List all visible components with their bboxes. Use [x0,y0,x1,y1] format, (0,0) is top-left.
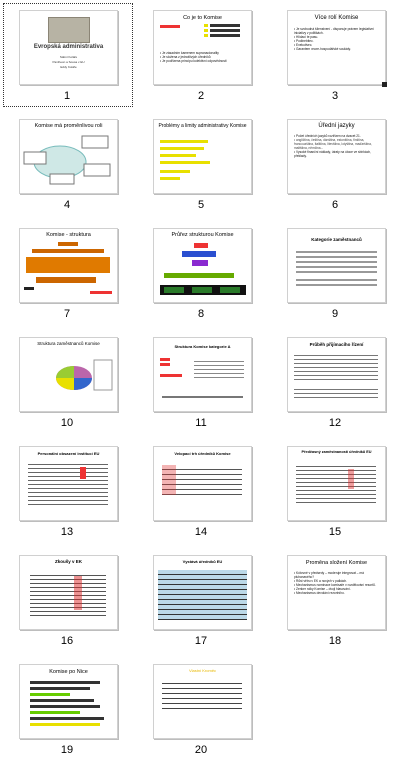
slide-preview: Vystává úředníků EU [153,555,252,630]
slide-preview: Personální obsazení institucí EU [19,446,118,521]
slide-preview: Velopací trh úředníků Komise [153,446,252,521]
slide-preview: Komise po Nice [19,664,118,739]
slide-thumbnail-10[interactable]: Struktura zaměstnanců Komise 10 [0,327,134,436]
slide-preview: Více rolí Komise • Je svobodná šílenstvení - disponuje právem legislativní iniciativy v politikách. • Hlídací te pasu. • Podlnebitec. • Exekutivec. • Garantem vnore-hospodářské soulády. [287,10,386,85]
slide-thumbnail-13[interactable]: Personální obsazení institucí EU 13 [0,436,134,545]
slide-thumbnail-16[interactable]: Zkoušy v EK 16 [0,545,134,654]
slide-preview: Předčasný zaměstnaností úředníků EU [287,446,386,521]
slide-preview: Vlastní Kroměc [153,664,252,739]
slide-thumbnail-3[interactable]: Více rolí Komise • Je svobodná šílenstvení - disponuje právem legislativní iniciativy v politikách. • Hlídací te pasu. • Podlnebitec. • Exekutivec. • Garantem vnore-hospodářské soulády. 3 [268,0,402,109]
slide-preview: Úřední jazyky • Počet úředních jazyků roztřízen na dvacet 21. • angličtina, čeština, dánština, estonština, finština, francouzština, italština, litevština, lotyština, maďarština, maltština, němčina... • Vysoké finanční náklady, útraty na útoce ve sbírkách, překlady. [287,119,386,194]
slide-thumbnail-20[interactable]: Vlastní Kroměc 20 [134,654,268,763]
slide-preview: Komise - struktura [19,228,118,303]
slide-preview: Proměna složení Komise • Kótovné v předsedy – moderuje integrovat – má pluhanavého? • Růst větru v EK a nových v palkách. • Mechanismus nominace komisaře v rozdělování resortů. • Zenker rolky Komise – dvoji hlasování. • Mechanismus devolání rezortního. [287,555,386,630]
slide-preview: Průběh přijímacího řízení [287,337,386,412]
slide-preview: Komise má proměnlivou roli [19,119,118,194]
slide-thumbnail-19[interactable]: Komise po Nice 19 [0,654,134,763]
slide-preview: Co je to Komise • Je zásadním kamenem supranacionality • Je složena z jednotlivých úředníků • Je podřízena principu kolektivní odpovědnosti [153,10,252,85]
cycle-diagram [20,120,117,193]
slide-preview: Zkoušy v EK [19,555,118,630]
slide-thumbnail-17[interactable]: Vystává úředníků EU 17 [134,545,268,654]
slide-thumbnail-2[interactable]: Co je to Komise • Je zásadním kamenem supranacionality • Je složena z jednotlivých úředníků • Je podřízena principu kolektivní odpovědnosti 2 [134,0,268,109]
slide-thumbnail-1[interactable] [0,0,134,109]
slide-thumbnail-9[interactable]: Kategorie zaměstnanců 9 [268,218,402,327]
slide-title: Evropská administrativa [33,44,104,50]
slide-thumbnail-14[interactable]: Velopací trh úředníků Komise 14 [134,436,268,545]
slide-thumbnail-15[interactable]: Předčasný zaměstnaností úředníků EU 15 [268,436,402,545]
slide-number: 1 [63,90,71,102]
slide-thumbnail-5[interactable]: Problémy a limity administrativy Komise 5 [134,109,268,218]
slide-preview: Evropská administrativa Státní Koláře Pantheon a Sousa v EU Eddy Koláře [19,10,118,85]
slide-preview: Struktura zaměstnanců Komise [19,337,118,412]
slide-thumbnail-7[interactable]: Komise - struktura 7 [0,218,134,327]
slide-preview: Problémy a limity administrativy Komise [153,119,252,194]
building-image [48,17,90,43]
resize-handle[interactable] [382,82,387,87]
slide-preview: Průřez strukturou Komise [153,228,252,303]
pie-chart [20,338,117,411]
slide-thumbnail-8[interactable]: Průřez strukturou Komise 8 [134,218,268,327]
slide-thumbnail-6[interactable]: Úřední jazyky • Počet úředních jazyků roztřízen na dvacet 21. • angličtina, čeština, dánština, estonština, finština, francouzština, italština, litevština, lotyština, maďarština, maltština, němčina... • Vysoké finanční náklady, útraty na útoce ve sbírkách, překlady. 6 [268,109,402,218]
slide-thumbnail-11[interactable]: Struktura Komise kategorie A 11 [134,327,268,436]
slide-thumbnail-4[interactable]: Komise má proměnlivou roli 4 [0,109,134,218]
slide-thumbnail-18[interactable]: Proměna složení Komise • Kótovné v předsedy – moderuje integrovat – má pluhanavého? • Růst větru v EK a nových v palkách. • Mechanismus nominace komisaře v rozdělování resortů. • Zenker rolky Komise – dvoji hlasování. • Mechanismus devolání rezortního. 18 [268,545,402,654]
slide-preview: Kategorie zaměstnanců [287,228,386,303]
slide-preview: Struktura Komise kategorie A [153,337,252,412]
slide-thumbnail-12[interactable]: Průběh přijímacího řízení 12 [268,327,402,436]
